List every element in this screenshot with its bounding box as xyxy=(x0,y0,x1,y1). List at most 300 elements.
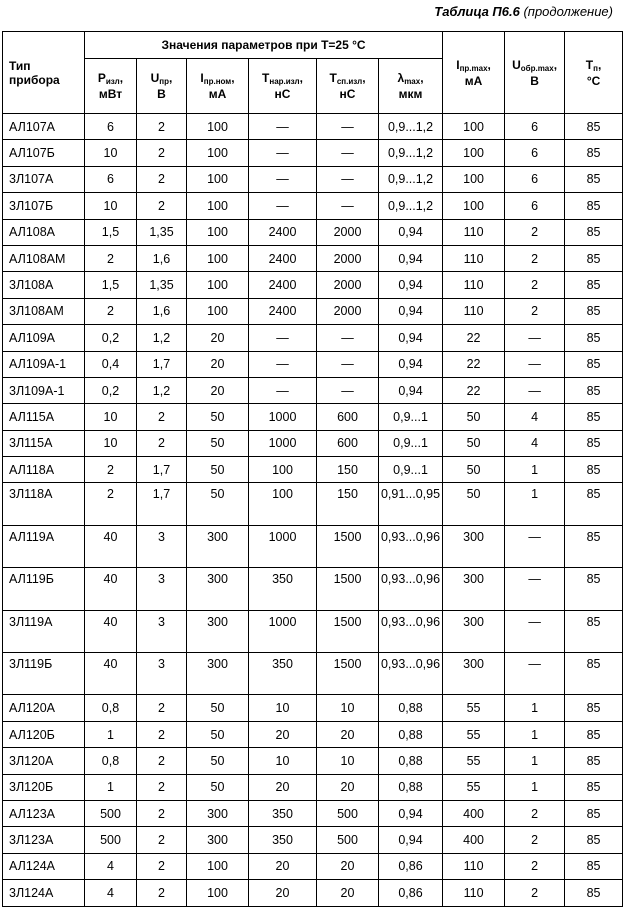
table-cell: 85 xyxy=(565,351,623,377)
table-cell: 1500 xyxy=(317,610,379,652)
table-cell: 110 xyxy=(443,219,505,245)
table-cell: 85 xyxy=(565,853,623,879)
table-cell: 110 xyxy=(443,245,505,271)
table-cell: 2 xyxy=(505,853,565,879)
table-cell: 2 xyxy=(137,774,187,800)
table-row xyxy=(3,721,623,747)
table-cell: 2 xyxy=(505,880,565,906)
table-row xyxy=(3,193,623,219)
table-cell: 85 xyxy=(565,748,623,774)
table-row xyxy=(3,351,623,377)
table-cell: 100 xyxy=(443,114,505,140)
table-cell: 4 xyxy=(85,853,137,879)
table-cell: — xyxy=(505,653,565,695)
table-cell: 4 xyxy=(505,404,565,430)
table-cell: 0,94 xyxy=(379,272,443,298)
table-caption-note: (продолжение) xyxy=(523,4,613,19)
table-cell: 85 xyxy=(565,653,623,695)
col-header-tp: Tп, °С xyxy=(565,32,623,114)
cell-device-type: АЛ118А xyxy=(3,457,85,483)
col-header-t-sp-izl: Tсп.изл, нС xyxy=(317,59,379,114)
table-cell: 1500 xyxy=(317,568,379,610)
table-cell: 2 xyxy=(137,827,187,853)
table-row xyxy=(3,140,623,166)
table-cell: 85 xyxy=(565,272,623,298)
cell-device-type: 3Л120А xyxy=(3,748,85,774)
table-cell: — xyxy=(505,610,565,652)
table-cell: 0,94 xyxy=(379,325,443,351)
cell-device-type: 3Л120Б xyxy=(3,774,85,800)
table-cell: 110 xyxy=(443,880,505,906)
table-cell: 1500 xyxy=(317,653,379,695)
table-cell: 1 xyxy=(505,774,565,800)
table-cell: 2400 xyxy=(249,272,317,298)
table-cell: 2 xyxy=(505,245,565,271)
table-cell: 55 xyxy=(443,748,505,774)
table-cell: 10 xyxy=(317,748,379,774)
cell-device-type: 3Л108А xyxy=(3,272,85,298)
table-cell: 1000 xyxy=(249,525,317,567)
table-row xyxy=(3,166,623,192)
table-cell: 10 xyxy=(85,140,137,166)
table-cell: 0,94 xyxy=(379,219,443,245)
table-cell: 85 xyxy=(565,140,623,166)
table-cell: 600 xyxy=(317,430,379,456)
table-cell: 1,35 xyxy=(137,272,187,298)
table-cell: 2000 xyxy=(317,219,379,245)
table-cell: 50 xyxy=(443,430,505,456)
cell-device-type: АЛ108А xyxy=(3,219,85,245)
table-cell: 0,94 xyxy=(379,245,443,271)
table-cell: 20 xyxy=(317,721,379,747)
table-cell: 2 xyxy=(137,140,187,166)
table-cell: 100 xyxy=(443,140,505,166)
table-cell: 0,9...1 xyxy=(379,457,443,483)
col-header-ipr-max: Iпр.max, мА xyxy=(443,32,505,114)
table-cell: 40 xyxy=(85,568,137,610)
table-cell: 1 xyxy=(85,774,137,800)
table-cell: 100 xyxy=(443,193,505,219)
table-cell: 100 xyxy=(187,140,249,166)
table-cell: 22 xyxy=(443,325,505,351)
table-row xyxy=(3,800,623,826)
parameters-table xyxy=(2,31,623,907)
table-cell: 100 xyxy=(187,880,249,906)
table-cell: 55 xyxy=(443,774,505,800)
table-cell: 85 xyxy=(565,457,623,483)
table-cell: 2 xyxy=(85,483,137,525)
cell-device-type: 3Л118А xyxy=(3,483,85,525)
table-cell: 6 xyxy=(505,166,565,192)
table-cell: 100 xyxy=(187,166,249,192)
table-cell: 1,6 xyxy=(137,245,187,271)
table-cell: 1500 xyxy=(317,525,379,567)
table-cell: 2 xyxy=(85,245,137,271)
table-cell: 85 xyxy=(565,568,623,610)
table-cell: 300 xyxy=(443,568,505,610)
cell-device-type: АЛ119А xyxy=(3,525,85,567)
table-row xyxy=(3,430,623,456)
table-cell: 2 xyxy=(137,880,187,906)
cell-device-type: 3Л107А xyxy=(3,166,85,192)
table-cell: — xyxy=(249,140,317,166)
table-cell: 3 xyxy=(137,525,187,567)
table-cell: 2 xyxy=(137,748,187,774)
table-cell: 50 xyxy=(443,483,505,525)
table-cell: — xyxy=(317,166,379,192)
table-cell: 6 xyxy=(85,114,137,140)
table-cell: 20 xyxy=(187,325,249,351)
table-cell: 2 xyxy=(137,430,187,456)
cell-device-type: АЛ107Б xyxy=(3,140,85,166)
table-row xyxy=(3,827,623,853)
table-cell: 350 xyxy=(249,653,317,695)
table-cell: 0,94 xyxy=(379,351,443,377)
cell-device-type: 3Л109А-1 xyxy=(3,377,85,403)
table-cell: 10 xyxy=(317,695,379,721)
table-cell: 20 xyxy=(187,377,249,403)
table-cell: — xyxy=(317,193,379,219)
table-row xyxy=(3,610,623,652)
table-cell: 85 xyxy=(565,774,623,800)
table-row xyxy=(3,272,623,298)
table-cell: 85 xyxy=(565,166,623,192)
table-cell: 3 xyxy=(137,653,187,695)
cell-device-type: 3Л115А xyxy=(3,430,85,456)
table-cell: 85 xyxy=(565,219,623,245)
table-cell: 0,9...1,2 xyxy=(379,114,443,140)
table-cell: 100 xyxy=(443,166,505,192)
table-cell: 1000 xyxy=(249,404,317,430)
table-cell: 2400 xyxy=(249,245,317,271)
table-cell: 55 xyxy=(443,721,505,747)
table-cell: 10 xyxy=(85,404,137,430)
cell-device-type: 3Л124А xyxy=(3,880,85,906)
table-cell: 2000 xyxy=(317,298,379,324)
table-cell: 0,9...1,2 xyxy=(379,140,443,166)
table-row xyxy=(3,298,623,324)
table-cell: 20 xyxy=(317,774,379,800)
table-cell: 50 xyxy=(443,457,505,483)
table-cell: 0,4 xyxy=(85,351,137,377)
table-cell: 3 xyxy=(137,610,187,652)
table-cell: 22 xyxy=(443,377,505,403)
table-cell: 110 xyxy=(443,853,505,879)
table-cell: — xyxy=(505,568,565,610)
col-header-uobr-max: Uобр.max, В xyxy=(505,32,565,114)
table-cell: 150 xyxy=(317,457,379,483)
table-cell: 1,7 xyxy=(137,457,187,483)
table-cell: 100 xyxy=(187,193,249,219)
table-cell: 350 xyxy=(249,827,317,853)
table-cell: 0,88 xyxy=(379,695,443,721)
cell-device-type: АЛ107А xyxy=(3,114,85,140)
table-cell: 0,93...0,96 xyxy=(379,568,443,610)
table-cell: 110 xyxy=(443,298,505,324)
col-header-i-pr-nom: Iпр.ном, мА xyxy=(187,59,249,114)
table-row xyxy=(3,483,623,525)
table-cell: 1,6 xyxy=(137,298,187,324)
col-header-lambda-max: λmax, мкм xyxy=(379,59,443,114)
table-cell: 1000 xyxy=(249,430,317,456)
table-row xyxy=(3,114,623,140)
table-cell: 10 xyxy=(249,748,317,774)
table-cell: 50 xyxy=(187,748,249,774)
table-cell: 500 xyxy=(317,827,379,853)
table-cell: 20 xyxy=(317,853,379,879)
table-body xyxy=(3,114,623,907)
table-cell: 0,9...1 xyxy=(379,404,443,430)
col-header-u-pr: Uпр, В xyxy=(137,59,187,114)
table-cell: 1 xyxy=(505,721,565,747)
table-cell: 150 xyxy=(317,483,379,525)
table-cell: 0,94 xyxy=(379,827,443,853)
table-cell: 0,2 xyxy=(85,325,137,351)
table-cell: — xyxy=(249,351,317,377)
table-cell: 100 xyxy=(187,298,249,324)
table-cell: 1 xyxy=(505,748,565,774)
cell-device-type: АЛ120Б xyxy=(3,721,85,747)
table-cell: 0,86 xyxy=(379,853,443,879)
table-cell: 85 xyxy=(565,245,623,271)
col-header-p-izl: Pизл, мВт xyxy=(85,59,137,114)
table-cell: — xyxy=(317,114,379,140)
cell-device-type: 3Л119А xyxy=(3,610,85,652)
table-cell: 2 xyxy=(137,853,187,879)
table-cell: — xyxy=(249,193,317,219)
cell-device-type: АЛ109А xyxy=(3,325,85,351)
cell-device-type: АЛ108АМ xyxy=(3,245,85,271)
table-cell: 1,5 xyxy=(85,272,137,298)
table-row xyxy=(3,404,623,430)
table-cell: 85 xyxy=(565,827,623,853)
table-cell: 300 xyxy=(187,653,249,695)
table-cell: 100 xyxy=(187,272,249,298)
table-cell: 0,93...0,96 xyxy=(379,610,443,652)
table-cell: 0,9...1,2 xyxy=(379,166,443,192)
table-cell: 0,93...0,96 xyxy=(379,525,443,567)
table-cell: 0,9...1 xyxy=(379,430,443,456)
table-cell: 85 xyxy=(565,483,623,525)
table-cell: 1,2 xyxy=(137,377,187,403)
table-row xyxy=(3,653,623,695)
table-cell: — xyxy=(249,114,317,140)
table-cell: 40 xyxy=(85,653,137,695)
table-cell: 85 xyxy=(565,114,623,140)
col-header-type: Тип прибора xyxy=(3,32,85,114)
table-cell: 2 xyxy=(137,800,187,826)
table-cell: 1000 xyxy=(249,610,317,652)
table-cell: 50 xyxy=(187,695,249,721)
table-cell: 300 xyxy=(187,827,249,853)
table-cell: 0,93...0,96 xyxy=(379,653,443,695)
table-cell: 300 xyxy=(187,610,249,652)
table-cell: 10 xyxy=(249,695,317,721)
table-cell: 1,7 xyxy=(137,351,187,377)
table-cell: 20 xyxy=(249,774,317,800)
table-cell: 50 xyxy=(187,483,249,525)
table-cell: 2 xyxy=(505,298,565,324)
table-cell: 300 xyxy=(187,800,249,826)
table-cell: — xyxy=(317,140,379,166)
table-cell: 0,94 xyxy=(379,377,443,403)
table-caption xyxy=(434,4,613,19)
table-cell: 50 xyxy=(187,404,249,430)
table-cell: 55 xyxy=(443,695,505,721)
table-cell: 85 xyxy=(565,880,623,906)
table-cell: 85 xyxy=(565,430,623,456)
table-row xyxy=(3,880,623,906)
table-row xyxy=(3,695,623,721)
table-row xyxy=(3,325,623,351)
table-cell: 20 xyxy=(249,721,317,747)
table-cell: 4 xyxy=(505,430,565,456)
table-row xyxy=(3,525,623,567)
table-cell: 2 xyxy=(137,404,187,430)
cell-device-type: АЛ120А xyxy=(3,695,85,721)
table-cell: 3 xyxy=(137,568,187,610)
col-header-group: Значения параметров при Т=25 °С xyxy=(85,32,443,59)
table-cell: 20 xyxy=(249,853,317,879)
table-cell: 0,88 xyxy=(379,748,443,774)
table-cell: 50 xyxy=(187,430,249,456)
table-row xyxy=(3,457,623,483)
table-cell: 0,2 xyxy=(85,377,137,403)
table-cell: — xyxy=(505,325,565,351)
table-cell: 85 xyxy=(565,193,623,219)
table-cell: 100 xyxy=(187,219,249,245)
cell-device-type: АЛ115А xyxy=(3,404,85,430)
table-cell: 1,7 xyxy=(137,483,187,525)
table-cell: 1 xyxy=(505,457,565,483)
table-cell: 2400 xyxy=(249,219,317,245)
table-cell: — xyxy=(249,377,317,403)
table-cell: 1,5 xyxy=(85,219,137,245)
table-cell: 2 xyxy=(505,272,565,298)
table-cell: 85 xyxy=(565,525,623,567)
table-cell: — xyxy=(249,166,317,192)
table-cell: 6 xyxy=(505,140,565,166)
table-cell: 4 xyxy=(85,880,137,906)
table-cell: 600 xyxy=(317,404,379,430)
table-cell: — xyxy=(505,351,565,377)
table-cell: 100 xyxy=(187,853,249,879)
table-cell: 1,35 xyxy=(137,219,187,245)
table-cell: 2000 xyxy=(317,272,379,298)
table-cell: 1 xyxy=(505,483,565,525)
cell-device-type: 3Л107Б xyxy=(3,193,85,219)
table-cell: 100 xyxy=(187,245,249,271)
table-cell: 2400 xyxy=(249,298,317,324)
table-cell: 50 xyxy=(443,404,505,430)
table-cell: 0,8 xyxy=(85,695,137,721)
table-cell: 85 xyxy=(565,404,623,430)
table-cell: 1,2 xyxy=(137,325,187,351)
table-cell: 40 xyxy=(85,610,137,652)
header-row-1 xyxy=(3,32,623,59)
table-row xyxy=(3,245,623,271)
table-cell: 50 xyxy=(187,774,249,800)
col-header-t-nar-izl: Tнар.изл, нС xyxy=(249,59,317,114)
cell-device-type: 3Л108АМ xyxy=(3,298,85,324)
cell-device-type: 3Л119Б xyxy=(3,653,85,695)
table-cell: 500 xyxy=(317,800,379,826)
table-cell: 2 xyxy=(137,166,187,192)
table-cell: 6 xyxy=(505,114,565,140)
cell-device-type: АЛ124А xyxy=(3,853,85,879)
table-row xyxy=(3,774,623,800)
table-cell: 85 xyxy=(565,377,623,403)
table-cell: 100 xyxy=(249,483,317,525)
table-row xyxy=(3,568,623,610)
table-cell: 20 xyxy=(249,880,317,906)
cell-device-type: АЛ123А xyxy=(3,800,85,826)
table-cell: 300 xyxy=(187,568,249,610)
table-cell: 400 xyxy=(443,800,505,826)
table-caption-title: Таблица П6.6 xyxy=(434,4,520,19)
table-cell: 50 xyxy=(187,721,249,747)
table-cell: 350 xyxy=(249,800,317,826)
table-cell: 0,94 xyxy=(379,298,443,324)
table-cell: 6 xyxy=(85,166,137,192)
table-cell: 6 xyxy=(505,193,565,219)
table-cell: 300 xyxy=(187,525,249,567)
table-row xyxy=(3,377,623,403)
table-cell: 40 xyxy=(85,525,137,567)
table-cell: 2 xyxy=(505,219,565,245)
table-cell: 2 xyxy=(137,721,187,747)
table-cell: 0,88 xyxy=(379,721,443,747)
table-cell: 300 xyxy=(443,525,505,567)
table-cell: 110 xyxy=(443,272,505,298)
table-cell: — xyxy=(505,377,565,403)
table-row xyxy=(3,219,623,245)
table-cell: 500 xyxy=(85,800,137,826)
cell-device-type: 3Л123А xyxy=(3,827,85,853)
table-cell: 1 xyxy=(85,721,137,747)
table-cell: — xyxy=(505,525,565,567)
table-cell: 300 xyxy=(443,610,505,652)
table-cell: 50 xyxy=(187,457,249,483)
table-cell: 85 xyxy=(565,721,623,747)
table-cell: 100 xyxy=(187,114,249,140)
table-cell: 22 xyxy=(443,351,505,377)
table-cell: — xyxy=(249,325,317,351)
table-cell: 400 xyxy=(443,827,505,853)
cell-device-type: АЛ109А-1 xyxy=(3,351,85,377)
table-cell: — xyxy=(317,325,379,351)
table-cell: 85 xyxy=(565,610,623,652)
cell-device-type: АЛ119Б xyxy=(3,568,85,610)
table-cell: 85 xyxy=(565,298,623,324)
table-cell: 2000 xyxy=(317,245,379,271)
table-cell: 85 xyxy=(565,325,623,351)
table-cell: 500 xyxy=(85,827,137,853)
table-row xyxy=(3,853,623,879)
table-cell: 85 xyxy=(565,695,623,721)
table-row xyxy=(3,748,623,774)
table-cell: 2 xyxy=(505,800,565,826)
table-cell: 0,86 xyxy=(379,880,443,906)
table-cell: 10 xyxy=(85,430,137,456)
table-cell: 2 xyxy=(137,695,187,721)
table-cell: 85 xyxy=(565,800,623,826)
table-cell: 20 xyxy=(317,880,379,906)
table-cell: 0,88 xyxy=(379,774,443,800)
table-cell: 2 xyxy=(137,114,187,140)
table-cell: 0,94 xyxy=(379,800,443,826)
table-cell: 0,91...0,95 xyxy=(379,483,443,525)
